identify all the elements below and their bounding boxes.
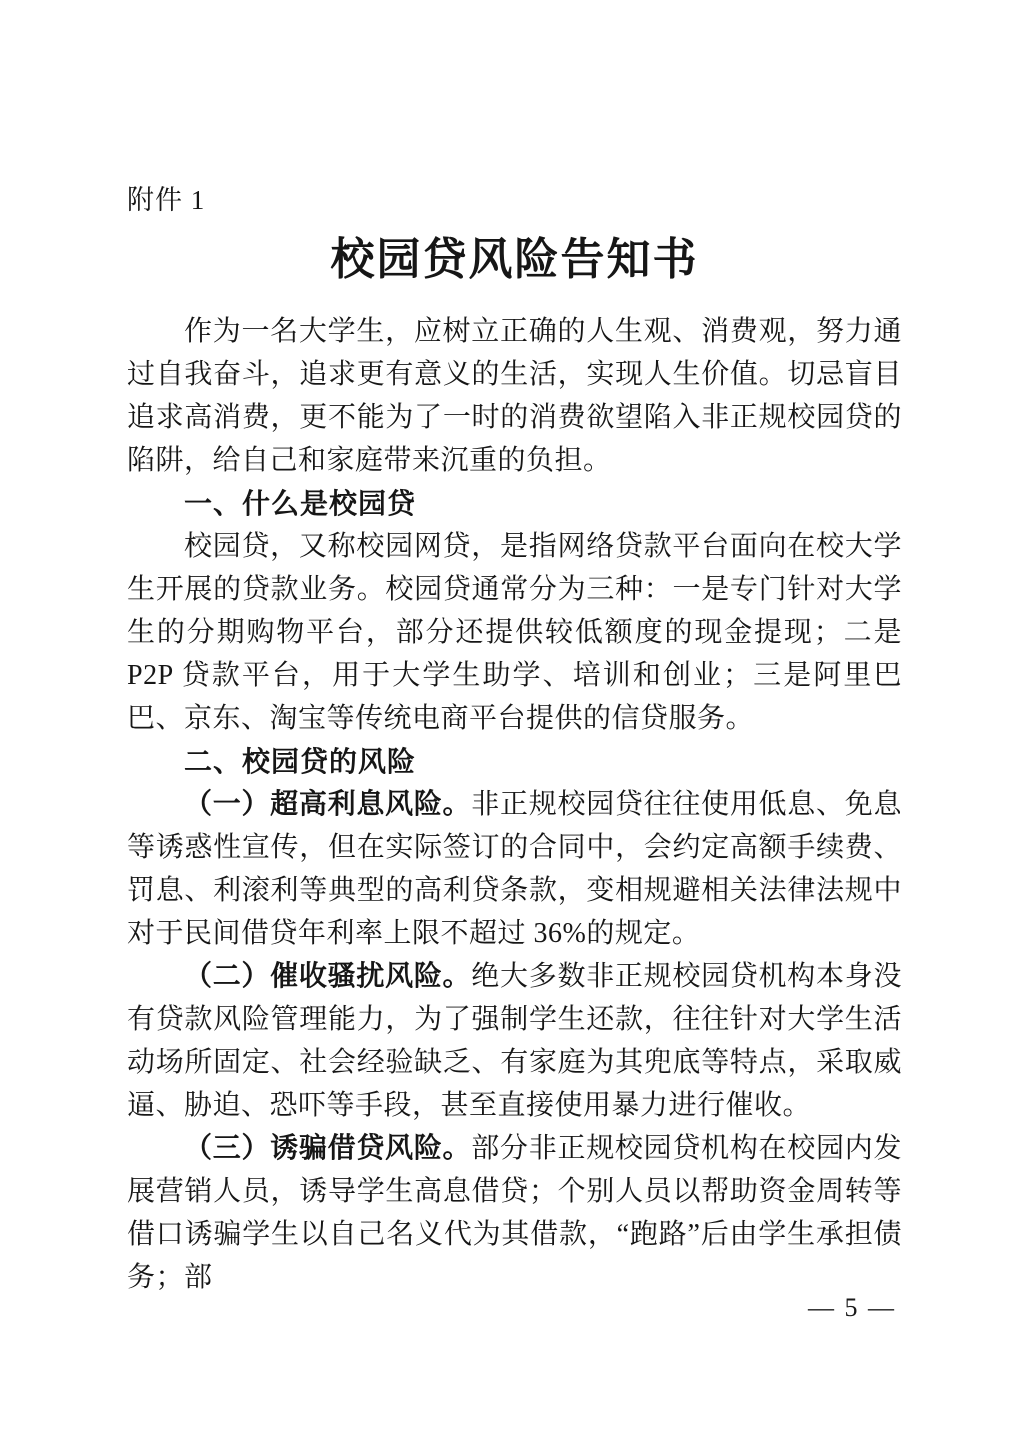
risk-item-2-lead: （二）催收骚扰风险。: [184, 961, 472, 992]
document-content: [127, 182, 902, 1299]
risk-item-1-text: 非正规校园贷往往使用低息、免息等诱惑性宣传，但在实际签订的合同中，会约定高额手续费、罚息、利滚利等典型的高利贷条款，变相规避相关法律法规中对于民间借贷年利率上限不超过 36%的规定。: [127, 789, 902, 949]
risk-item-3-text: 部分非正规校园贷机构在校园内发展营销人员，诱导学生高息借贷；个别人员以帮助资金周转等借口诱骗学生以自己名义代为其借款，“跑路”后由学生承担债务；部: [127, 1133, 902, 1293]
risk-item-2-text: 绝大多数非正规校园贷机构本身没有贷款风险管理能力，为了强制学生还款，往往针对大学生活动场所固定、社会经验缺乏、有家庭为其兜底等特点，采取威逼、胁迫、恐吓等手段，甚至直接使用暴力进行催收。: [127, 961, 902, 1121]
section-2-heading: 二、校园贷的风险: [184, 746, 417, 777]
risk-item-3-lead: （三）诱骗借贷风险。: [184, 1133, 472, 1164]
risk-item-1-lead: （一）超高利息风险。: [184, 789, 472, 820]
document-title: 校园贷风险告知书: [330, 234, 699, 285]
risk-item-2: [127, 955, 902, 1127]
page-number: — 5 —: [808, 1293, 896, 1322]
intro-paragraph: 作为一名大学生，应树立正确的人生观、消费观，努力通过自我奋斗，追求更有意义的生活，实现人生价值。切忌盲目追求高消费，更不能为了一时的消费欲望陷入非正规校园贷的陷阱，给自己和家庭带来沉重的负担。: [127, 316, 902, 476]
risk-item-1: [127, 783, 902, 955]
risk-item-3: [127, 1127, 902, 1299]
section-1-body: 校园贷，又称校园网贷，是指网络贷款平台面向在校大学生开展的贷款业务。校园贷通常分为三种：一是专门针对大学生的分期购物平台，部分还提供较低额度的现金提现；二是 P2P 贷款平台，用于大学生助学、培训和创业；三是阿里巴巴、京东、淘宝等传统电商平台提供的信贷服务。: [127, 531, 902, 734]
attachment-label: 附件 1: [127, 185, 206, 215]
section-1-heading: 一、什么是校园贷: [184, 488, 417, 519]
